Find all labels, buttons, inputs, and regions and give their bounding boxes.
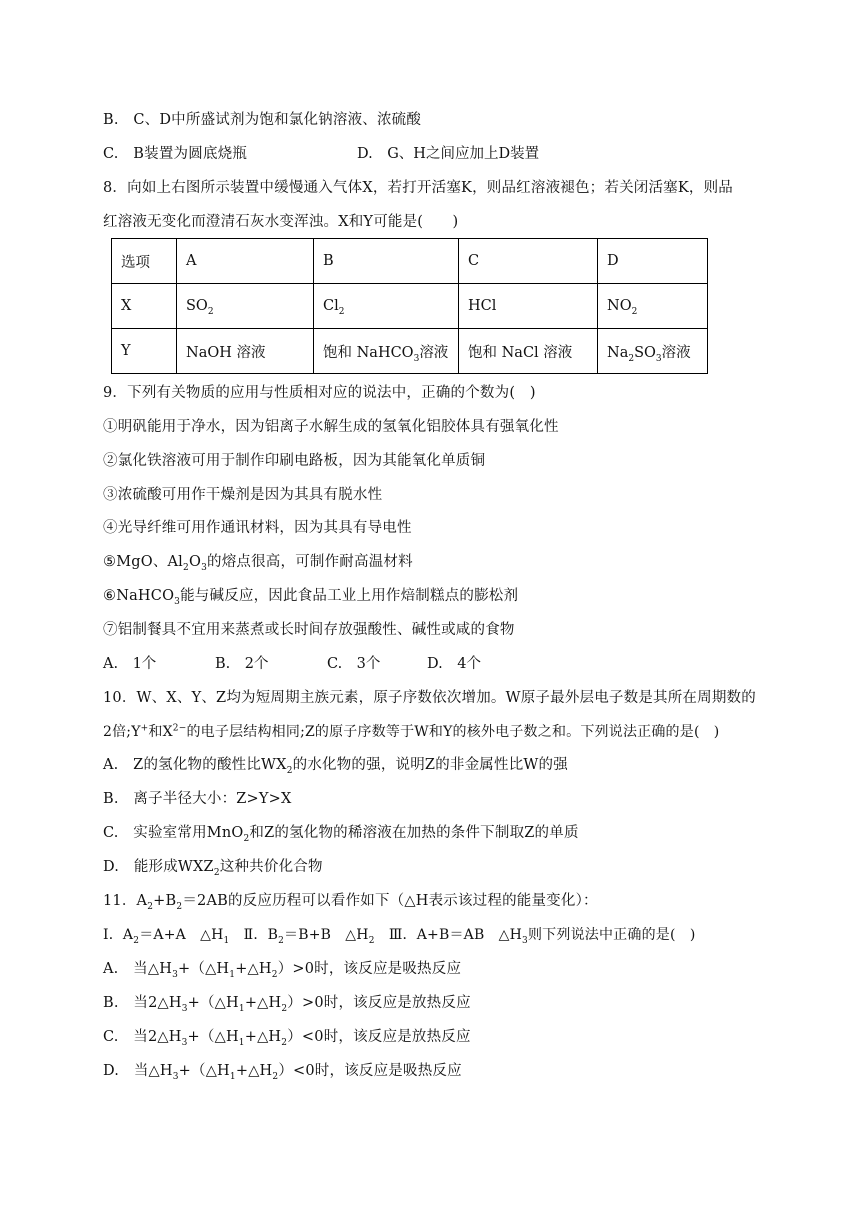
- formula-subscript: 2: [286, 765, 293, 776]
- option-text: ）>0时，该反应是吸热反应: [277, 961, 462, 977]
- table-cell: X: [112, 284, 177, 329]
- stem-text: +B: [153, 893, 177, 909]
- formula-subscript: 1: [229, 1071, 236, 1082]
- option-text: B. 当2△H: [103, 995, 182, 1011]
- option-text: C. 实验室常用MnO: [103, 825, 244, 841]
- stem-text: 和X: [148, 724, 173, 740]
- q8-options-table: [111, 238, 708, 374]
- option-text: 和Z的氢化物的稀溶液在加热的条件下制取Z的单质: [249, 825, 579, 841]
- step-text: 则下列说法中正确的是( ): [527, 927, 696, 943]
- q8-stem-line2: 红溶液无变化而澄清石灰水变浑浊。X和Y可能是( ): [103, 214, 459, 230]
- formula-text: 溶液: [661, 344, 691, 361]
- table-cell: [314, 329, 459, 374]
- q9-statement-6: [103, 586, 518, 606]
- table-cell: HCl: [459, 284, 598, 329]
- q9-stem: 9．下列有关物质的应用与性质相对应的说法中，正确的个数为( ): [103, 385, 536, 401]
- formula-subscript: 3: [522, 935, 528, 946]
- formula-subscript: 2: [338, 306, 345, 317]
- table-cell: [314, 284, 459, 329]
- formula-subscript: 3: [174, 596, 181, 607]
- q11-option-b: [103, 993, 471, 1013]
- option-text: +△H: [244, 995, 282, 1011]
- table-cell: NaOH 溶液: [177, 329, 314, 374]
- stem-text: 的电子层结构相同;Z的原子序数等于W和Y的核外电子数之和。下列说法正确的是( ): [186, 724, 720, 740]
- q7-option-b: B. C、D中所盛试剂为饱和氯化钠溶液、浓硫酸: [103, 112, 422, 128]
- table-cell: B: [314, 239, 459, 284]
- step-text: Ⅱ．B: [229, 927, 279, 943]
- option-text: +（△H: [178, 1063, 230, 1079]
- formula-subscript: 1: [238, 1037, 245, 1048]
- option-text: ）<0时，该反应是放热反应: [287, 1029, 471, 1045]
- formula-subscript: 3: [201, 562, 207, 573]
- formula-subscript: 2: [368, 935, 375, 946]
- formula-subscript: 2: [281, 1037, 288, 1048]
- formula-superscript: +: [140, 723, 149, 734]
- table-row-x: [112, 284, 708, 329]
- table-cell: [598, 329, 708, 374]
- formula-subscript: 2: [631, 306, 638, 317]
- q9-option-b: B. 2个: [215, 656, 269, 672]
- formula-text: 饱和 NaHCO: [323, 344, 414, 361]
- option-text: D. 能形成WXZ: [103, 859, 214, 875]
- formula-subscript: 3: [655, 353, 662, 364]
- q9-statement-7: ⑦铝制餐具不宜用来蒸煮或长时间存放强酸性、碱性或咸的食物: [103, 622, 515, 638]
- option-text: +（△H: [178, 961, 230, 977]
- q9-option-c: C. 3个: [327, 656, 381, 672]
- formula-subscript: 2: [176, 901, 183, 912]
- option-text: 这种共价化合物: [219, 859, 323, 875]
- q9-option-a: A. 1个: [103, 656, 157, 672]
- formula-subscript: 3: [181, 1003, 188, 1014]
- option-text: 的水化物的强，说明Z的非金属性比W的强: [292, 757, 568, 773]
- table-cell: 选项: [112, 239, 177, 284]
- option-text: +△H: [235, 1063, 273, 1079]
- formula-text: Cl: [323, 298, 339, 314]
- q9-option-d: D. 4个: [427, 656, 481, 672]
- q11-option-c: [103, 1027, 471, 1047]
- table-cell: A: [177, 239, 314, 284]
- step-text: ＝A+A △H: [139, 927, 224, 943]
- stem-text: 2倍;Y: [103, 724, 141, 740]
- formula-subscript: 2: [243, 833, 250, 844]
- formula-text: Na: [607, 344, 629, 361]
- formula-subscript: 2: [213, 867, 220, 878]
- formula-subscript: 2: [133, 935, 140, 946]
- formula-subscript: 2: [272, 1071, 279, 1082]
- table-cell: Y: [112, 329, 177, 374]
- statement-text: ⑥NaHCO: [103, 588, 175, 604]
- q9-statement-4: ④光导纤维可用作通讯材料，因为其具有导电性: [103, 520, 412, 536]
- statement-text: ⑤MgO、Al: [103, 554, 184, 570]
- table-header-row: [112, 239, 708, 284]
- step-text: ＝B+B △H: [284, 927, 369, 943]
- q7-option-c: C. B装置为圆底烧瓶: [103, 146, 248, 162]
- option-text: ）>0时，该反应是放热反应: [287, 995, 471, 1011]
- q10-option-d: [103, 857, 323, 877]
- statement-text: O: [188, 554, 202, 570]
- option-text: C. 当2△H: [103, 1029, 182, 1045]
- q10-option-a: [103, 755, 568, 775]
- table-cell: 饱和 NaCl 溶液: [459, 329, 598, 374]
- formula-subscript: 1: [238, 1003, 245, 1014]
- q7-option-d: D. G、H之间应加上D装置: [357, 146, 540, 162]
- q11-steps: [103, 925, 696, 945]
- formula-subscript: 1: [223, 935, 230, 946]
- option-text: A. 当△H: [103, 961, 173, 977]
- formula-subscript: 3: [413, 353, 420, 364]
- option-text: +（△H: [187, 995, 239, 1011]
- q10-stem-line1: 10．W、X、Y、Z均为短周期主族元素，原子序数依次增加。W原子最外层电子数是其所在周期数的: [103, 690, 756, 706]
- statement-text: 的熔点很高，可制作耐高温材料: [207, 554, 413, 570]
- formula-subscript: 2: [628, 353, 635, 364]
- step-text: Ⅲ．A+B＝AB △H: [374, 927, 523, 943]
- q9-statement-5: [103, 552, 413, 572]
- q11-option-d: [103, 1061, 462, 1081]
- option-text: +△H: [235, 961, 272, 977]
- q10-option-b: B. 离子半径大小：Z>Y>X: [103, 791, 292, 807]
- formula-subscript: 3: [172, 969, 179, 980]
- formula-subscript: 3: [172, 1071, 179, 1082]
- formula-text: SO: [186, 298, 208, 314]
- q11-stem: [103, 891, 598, 911]
- step-text: Ⅰ．A: [103, 927, 134, 943]
- formula-subscript: 2: [207, 306, 214, 317]
- q9-statement-2: ②氯化铁溶液可用于制作印刷电路板，因为其能氧化单质铜: [103, 453, 486, 469]
- formula-subscript: 1: [229, 969, 236, 980]
- formula-subscript: 2: [281, 1003, 288, 1014]
- table-cell: [177, 284, 314, 329]
- q10-option-c: [103, 823, 579, 843]
- stem-text: ＝2AB的反应历程可以看作如下（△H表示该过程的能量变化）：: [182, 893, 598, 909]
- formula-subscript: 2: [183, 562, 189, 573]
- q9-statement-3: ③浓硫酸可用作干燥剂是因为其具有脱水性: [103, 487, 383, 503]
- q10-stem-line2: [103, 722, 719, 742]
- stem-text: 11．A: [103, 893, 148, 909]
- option-text: ）<0时，该反应是吸热反应: [278, 1063, 462, 1079]
- table-cell: [598, 284, 708, 329]
- formula-subscript: 2: [278, 935, 284, 946]
- q9-statement-1: ①明矾能用于净水，因为铝离子水解生成的氢氧化铝胶体具有强氧化性: [103, 419, 559, 435]
- statement-text: 能与碱反应，因此食品工业上用作焙制糕点的膨松剂: [180, 588, 519, 604]
- q11-option-a: [103, 959, 461, 979]
- formula-subscript: 3: [181, 1037, 188, 1048]
- table-row-y: [112, 329, 708, 374]
- formula-subscript: 2: [271, 969, 278, 980]
- table-cell: D: [598, 239, 708, 284]
- formula-text: 溶液: [419, 344, 449, 361]
- formula-text: NO: [607, 298, 632, 314]
- option-text: A. Z的氢化物的酸性比WX: [103, 757, 287, 773]
- option-text: D. 当△H: [103, 1063, 173, 1079]
- formula-subscript: 2: [147, 901, 154, 912]
- table-cell: C: [459, 239, 598, 284]
- option-text: +（△H: [187, 1029, 239, 1045]
- option-text: +△H: [244, 1029, 282, 1045]
- formula-text: SO: [634, 344, 656, 361]
- formula-superscript: 2−: [172, 723, 187, 734]
- q8-stem-line1: 8．向如上右图所示装置中缓慢通入气体X，若打开活塞K，则品红溶液褪色；若关闭活塞K，则品: [103, 180, 734, 196]
